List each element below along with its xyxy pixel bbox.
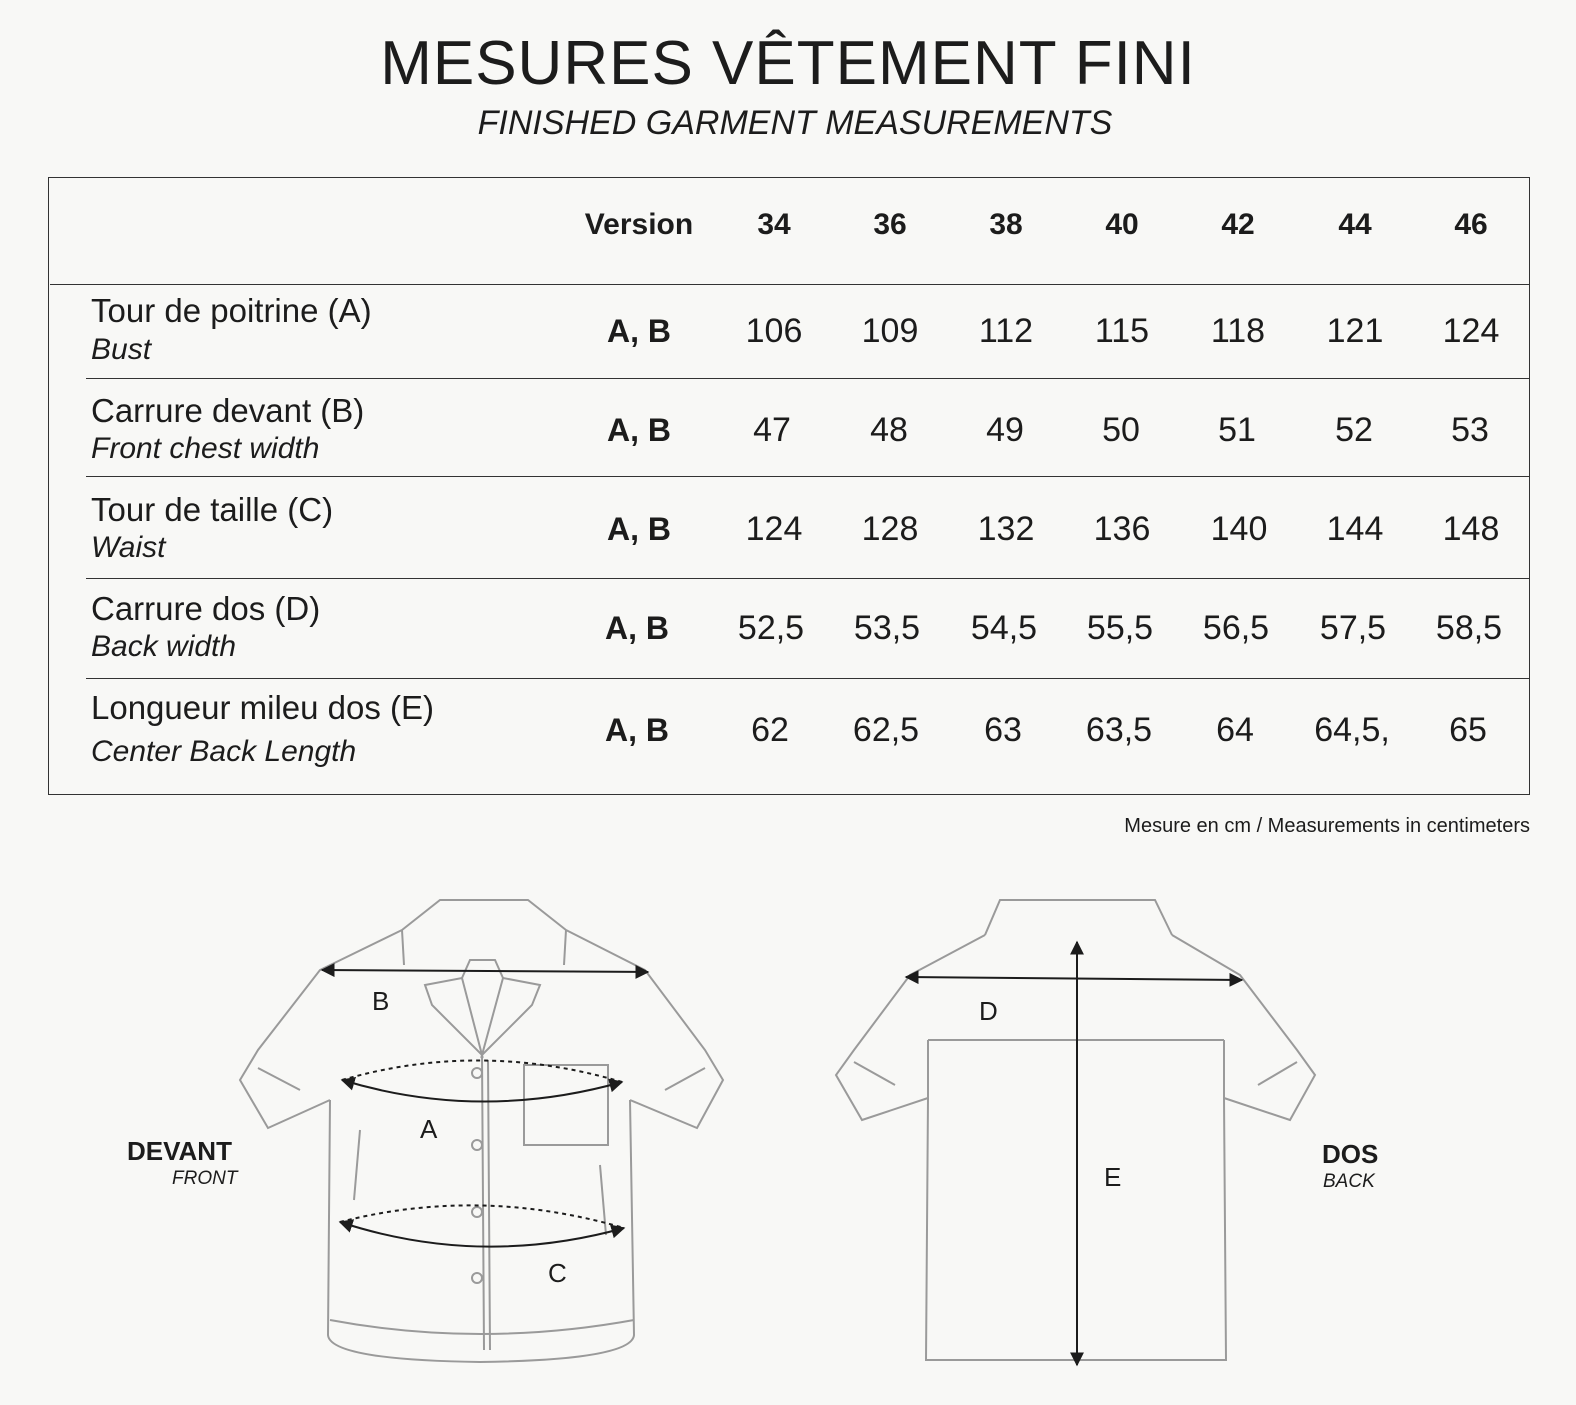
row-value: 106 [745, 312, 803, 350]
row-value: 118 [1210, 312, 1266, 350]
row-value: 121 [1326, 312, 1384, 350]
row-value: 62,5 [852, 711, 920, 749]
header-size-38: 38 [989, 208, 1023, 241]
measure-c-arrow [340, 1222, 624, 1247]
row-value: 56,5 [1202, 609, 1270, 647]
front-label-en: FRONT [172, 1168, 238, 1189]
front-measure-lines [322, 970, 648, 1247]
row-version: A, B [605, 712, 669, 748]
row-value: 64 [1216, 711, 1254, 749]
measure-label-e: E [1104, 1162, 1122, 1192]
row-version: A, B [605, 610, 669, 646]
header-size-46: 46 [1454, 208, 1488, 241]
row-value: 148 [1442, 510, 1500, 548]
back-shirt-drawing [836, 900, 1315, 1360]
row-value: 48 [870, 411, 908, 449]
row-label-fr: Carrure devant (B) [91, 392, 365, 429]
back-label-en: BACK [1323, 1171, 1375, 1192]
row-label-fr: Tour de taille (C) [91, 491, 334, 528]
row-value: 57,5 [1319, 609, 1387, 647]
row-value: 53 [1451, 411, 1489, 449]
row-value: 58,5 [1435, 609, 1503, 647]
row-value: 128 [861, 510, 919, 548]
page-subtitle: FINISHED GARMENT MEASUREMENTS [477, 104, 1113, 142]
measure-label-b: B [372, 986, 390, 1016]
row-label-en: Center Back Length [91, 735, 357, 768]
row-value: 132 [977, 510, 1035, 548]
measure-label-c: C [548, 1258, 567, 1288]
row-value: 109 [861, 312, 919, 350]
front-label: DEVANT [127, 1136, 232, 1166]
row-value: 51 [1218, 411, 1256, 449]
row-value: 124 [745, 510, 803, 548]
header-size-36: 36 [873, 208, 907, 241]
row-value: 52 [1335, 411, 1373, 449]
row-value: 64,5, [1314, 711, 1390, 749]
row-value: 50 [1102, 411, 1140, 449]
measure-label-d: D [979, 996, 998, 1026]
header-size-44: 44 [1338, 208, 1372, 241]
row-label-en: Back width [91, 630, 237, 663]
measure-label-a: A [420, 1114, 438, 1144]
row-value: 62 [751, 711, 789, 749]
measure-b-arrow [322, 970, 648, 972]
row-value: 53,5 [853, 609, 921, 647]
front-shirt-drawing [240, 900, 723, 1362]
measure-d-arrow [906, 977, 1242, 980]
row-value: 63 [984, 711, 1022, 749]
row-label-fr: Longueur mileu dos (E) [91, 689, 435, 726]
header-size-42: 42 [1221, 208, 1255, 241]
row-value: 55,5 [1086, 609, 1154, 647]
row-value: 112 [978, 312, 1034, 350]
row-version: A, B [607, 511, 671, 547]
row-value: 144 [1326, 510, 1384, 548]
row-value: 115 [1094, 312, 1150, 350]
header-version: Version [584, 208, 694, 241]
header-size-34: 34 [757, 208, 791, 241]
back-measure-lines [906, 942, 1242, 1365]
row-value: 47 [753, 411, 791, 449]
row-value: 65 [1449, 711, 1487, 749]
row-label-en: Front chest width [91, 432, 320, 465]
header-size-40: 40 [1105, 208, 1139, 241]
row-version: A, B [607, 412, 671, 448]
page-title: MESURES VÊTEMENT FINI [380, 29, 1196, 98]
row-label-fr: Tour de poitrine (A) [91, 292, 372, 329]
row-value: 136 [1093, 510, 1151, 548]
back-label: DOS [1322, 1139, 1379, 1169]
row-value: 49 [986, 411, 1024, 449]
row-value: 52,5 [737, 609, 805, 647]
row-value: 124 [1442, 312, 1500, 350]
row-value: 63,5 [1085, 711, 1153, 749]
row-label-en: Waist [91, 531, 166, 564]
row-label-fr: Carrure dos (D) [91, 590, 321, 627]
units-note: Mesure en cm / Measurements in centimeters [1124, 815, 1530, 837]
row-version: A, B [607, 313, 671, 349]
row-value: 140 [1210, 510, 1268, 548]
row-label-en: Bust [91, 333, 152, 366]
row-value: 54,5 [970, 609, 1038, 647]
